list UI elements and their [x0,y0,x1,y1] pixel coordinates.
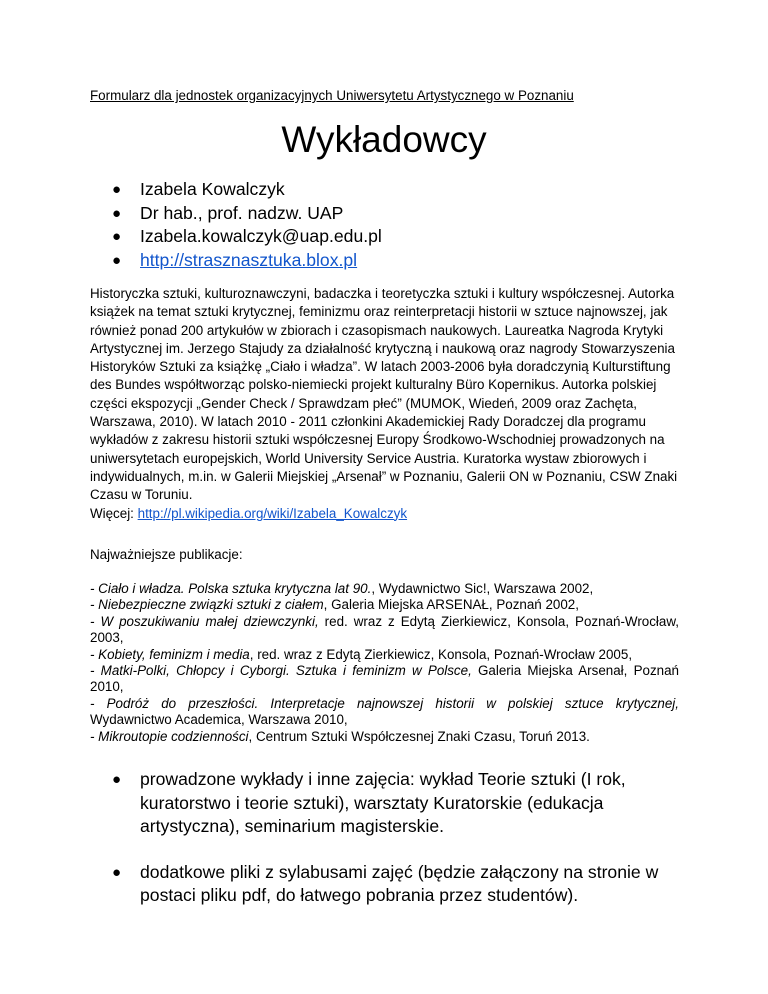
note-syllabus [112,861,682,908]
publication-item: - W poszukiwaniu małej dziewczynki, red. wraz z Edytą Zierkiewicz, Konsola, Poznań-Wrocław, 2003, [90,613,679,646]
contact-website [112,249,382,273]
note-syllabus-text: dodatkowe pliki z sylabusami zajęć (będzie załączony na stronie w postaci pliku pdf, do łatwego pobrania przez studentów). [140,861,659,905]
more-label: Więcej: [90,505,138,521]
more-info [90,505,680,523]
biography-text: Historyczka sztuki, kulturoznawczyni, badaczka i teoretyczka sztuki i kultury współczesnej. Autorka książek na temat sztuki krytycznej, feminizmu oraz reinterpretacji historii w sztuce najnowszej, jak również ponad 200 artykułów w zbiorach i czasopismach naukowych. Laureatka Nagroda Krytyki Artystycznej im. Jerzego Stajudy za działalność krytyczną i naukową oraz nagrody Stowarzyszenia Historyków Sztuki za książkę „Ciało i władza”. W latach 2003-2006 była doradczynią Kulturstiftung des Bundes współtworząc polsko-niemiecki projekt kulturalny Büro Kopernikus. Autorka polskiej części ekspozycji „Gender Check / Sprawdzam płeć” (MUMOK, Wiedeń, 2009 oraz Zachęta, Warszawa, 2010). W latach 2010 - 2011 członkini Akademickiej Rady Doradczej dla programu wykładów z zakresu historii sztuki współczesnej Europy Środkowo-Wschodniej prowadzonych na uniwersytetach europejskich, World University Service Austria. Kuratorka wystaw zbiorowych i indywidualnych, m.in. w Galerii Miejskiej „Arsenał” w Poznaniu, Galerii ON w Poznaniu, CSW Znaki Czasu w Toruniu. [90,286,678,503]
contact-degree [112,202,382,226]
bullet-icon: ● [112,251,122,269]
lecturer-name: Izabela Kowalczyk [140,179,285,199]
contact-name [112,178,382,202]
page-title: Wykładowcy [281,119,487,160]
note-courses [112,768,682,839]
publication-item: - Podróż do przeszłości. Interpretacje najnowszej historii w polskiej sztuce krytycznej, Wydawnictwo Academica, Warszawa 2010, [90,695,679,728]
website-link[interactable]: http://strasznasztuka.blox.pl [140,249,358,270]
publications-list [90,581,679,745]
lecturer-email: Izabela.kowalczyk@uap.edu.pl [140,226,382,246]
contact-email [112,225,382,249]
note-courses-text: prowadzone wykłady i inne zajęcia: wykład Teorie sztuki (I rok, kuratorstwo i teorie sztuki), warsztaty Kuratorskie (edukacja artystyczna), seminarium magisterskie. [140,769,626,836]
publication-item: - Kobiety, feminizm i media, red. wraz z Edytą Zierkiewicz, Konsola, Poznań-Wrocław 2005, [90,646,633,662]
contact-list [112,178,382,272]
publication-item: - Matki-Polki, Chłopcy i Cyborgi. Sztuka i feminizm w Polsce, Galeria Miejska Arsenał, Poznań 2010, [90,663,679,695]
form-header: Formularz dla jednostek organizacyjnych Uniwersytetu Artystycznego w Poznaniu [90,88,574,103]
bullet-icon: ● [112,204,122,222]
publication-item: - Ciało i władza. Polska sztuka krytyczna lat 90., Wydawnictwo Sic!, Warszawa 2002, [90,581,594,596]
bullet-icon: ● [112,228,122,245]
lecturer-degree: Dr hab., prof. nadzw. UAP [140,202,344,223]
bullet-icon: ● [112,863,122,881]
course-notes [112,768,682,930]
publication-item: - Mikroutopie codzienności, Centrum Sztuki Współczesnej Znaki Czasu, Toruń 2013. [90,728,590,744]
publications-heading: Najważniejsze publikacje: [90,547,243,562]
wikipedia-link[interactable]: http://pl.wikipedia.org/wiki/Izabela_Kowalczyk [137,505,408,521]
bullet-icon: ● [112,771,122,788]
bullet-icon: ● [112,181,122,198]
biography [90,285,680,523]
publication-item: - Niebezpieczne związki sztuki z ciałem, Galeria Miejska ARSENAŁ, Poznań 2002, [90,597,579,613]
